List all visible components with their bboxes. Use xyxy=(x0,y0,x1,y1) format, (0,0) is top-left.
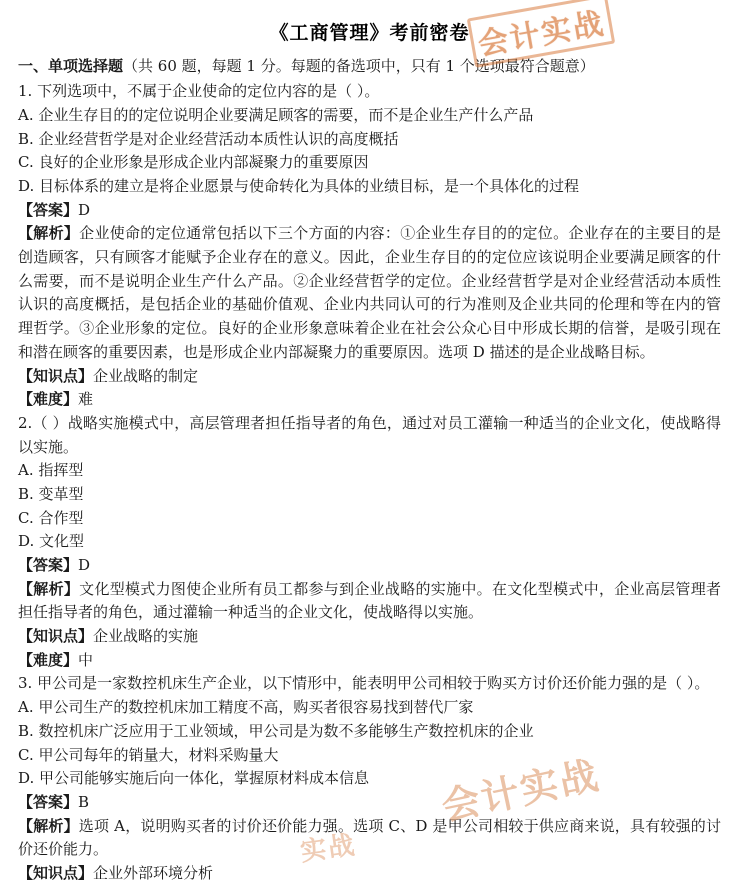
watermark-bottom-small: 实战 xyxy=(298,830,359,868)
analysis-value: 企业使命的定位通常包括以下三个方面的内容：①企业生存目的的定位。企业存在的主要目的是创造顾客，只有顾客才能赋予企业存在的意义。因此，企业生存目的的定位应该说明企业要满足顾客的什么需要，而不是说明企业生产什么产品。②企业经营哲学的定位。企业经营哲学是对企业经营活动本质性认识的高度概括，是包括企业的基础价值观、企业内共同认可的行为准则及企业共同的伦理和等在内的管理哲学。③企业形象的定位。良好的企业形象意味着企业在社会公众心目中形成长期的信誉，是吸引现在和潜在顾客的重要因素，也是形成企业内部凝聚力的重要原因。选项 D 描述的是企业战略目标。 xyxy=(18,224,721,361)
difficulty-label: 【难度】 xyxy=(18,390,79,409)
analysis-line xyxy=(18,578,721,625)
question-block xyxy=(18,80,721,412)
question-option: B. 企业经营哲学是对企业经营活动本质性认识的高度概括 xyxy=(18,129,399,148)
answer-label: 【答案】 xyxy=(18,556,79,574)
knowledge-point-label: 【知识点】 xyxy=(18,863,94,882)
knowledge-point-line xyxy=(18,862,721,886)
analysis-line xyxy=(18,222,721,364)
answer-value: D xyxy=(78,556,91,574)
section-heading xyxy=(18,55,721,78)
answer-line xyxy=(18,791,721,815)
knowledge-point-value: 企业战略的制定 xyxy=(93,366,199,385)
difficulty-line xyxy=(18,388,721,412)
answer-value: B xyxy=(78,792,90,811)
knowledge-point-label: 【知识点】 xyxy=(18,627,94,646)
question-block xyxy=(18,412,721,673)
question-block xyxy=(18,672,721,885)
question-option: B. 数控机床广泛应用于工业领域，甲公司是为数不多能够生产数控机床的企业 xyxy=(18,721,534,740)
answer-label: 【答案】 xyxy=(18,792,79,811)
section-heading-label: 一、单项选择题 xyxy=(18,57,124,75)
analysis-label: 【解析】 xyxy=(18,579,80,598)
question-option: B. 变革型 xyxy=(18,484,84,503)
question-option: C. 合作型 xyxy=(18,508,84,527)
answer-value: D xyxy=(78,200,91,219)
answer-label: 【答案】 xyxy=(18,200,79,219)
watermark-stamp-text: 会计实战 xyxy=(467,0,616,68)
difficulty-line xyxy=(18,649,721,673)
question-option: C. 甲公司每年的销量大，材料采购量大 xyxy=(18,745,279,764)
question-option: A. 甲公司生产的数控机床加工精度不高，购买者很容易找到替代厂家 xyxy=(18,698,474,717)
question-stem: 3. 甲公司是一家数控机床生产企业，以下情形中，能表明甲公司相较于购买方讨价还价能力强的是（ ）。 xyxy=(18,674,710,693)
difficulty-value: 难 xyxy=(78,390,94,409)
question-option: A. 企业生存目的的定位说明企业要满足顾客的需要，而不是企业生产什么产品 xyxy=(18,105,534,124)
analysis-line xyxy=(18,815,721,862)
answer-line xyxy=(18,199,721,223)
difficulty-label: 【难度】 xyxy=(18,650,79,669)
question-option: D. 文化型 xyxy=(18,532,85,551)
analysis-value: 选项 A，说明购买者的讨价还价能力强。选项 C、D 是甲公司相较于供应商来说，具有较强的讨价还价能力。 xyxy=(18,816,721,859)
section-heading-note: （共 60 题，每题 1 分。每题的备选项中，只有 1 个选项最符合题意） xyxy=(123,57,595,75)
question-option: D. 甲公司能够实施后向一体化，掌握原材料成本信息 xyxy=(18,769,370,788)
knowledge-point-value: 企业外部环境分析 xyxy=(93,863,214,882)
knowledge-point-line xyxy=(18,365,721,389)
analysis-label: 【解析】 xyxy=(18,816,79,835)
question-stem: 1. 下列选项中，不属于企业使命的定位内容的是（ ）。 xyxy=(18,82,380,101)
question-option: D. 目标体系的建立是将企业愿景与使命转化为具体的业绩目标，是一个具体化的过程 xyxy=(18,177,580,195)
watermark-bottom-large: 会计实战 xyxy=(437,751,604,830)
answer-line xyxy=(18,554,721,578)
difficulty-value: 中 xyxy=(78,650,94,669)
analysis-value: 文化型模式力图使企业所有员工都参与到企业战略的实施中。在文化型模式中，企业高层管理者担任指导者的角色，通过灌输一种适当的企业文化，使战略得以实施。 xyxy=(18,579,721,622)
knowledge-point-line xyxy=(18,625,721,649)
question-option: C. 良好的企业形象是形成企业内部凝聚力的重要原因 xyxy=(18,153,369,172)
page-title: 《工商管理》考前密卷 xyxy=(269,22,470,44)
knowledge-point-value: 企业战略的实施 xyxy=(93,627,199,646)
knowledge-point-label: 【知识点】 xyxy=(18,366,94,385)
question-option: A. 指挥型 xyxy=(18,461,84,480)
analysis-label: 【解析】 xyxy=(18,224,80,243)
question-stem: 2.（ ）战略实施模式中，高层管理者担任指导者的角色，通过对员工灌输一种适当的企业文化，使战略得以实施。 xyxy=(18,413,721,456)
